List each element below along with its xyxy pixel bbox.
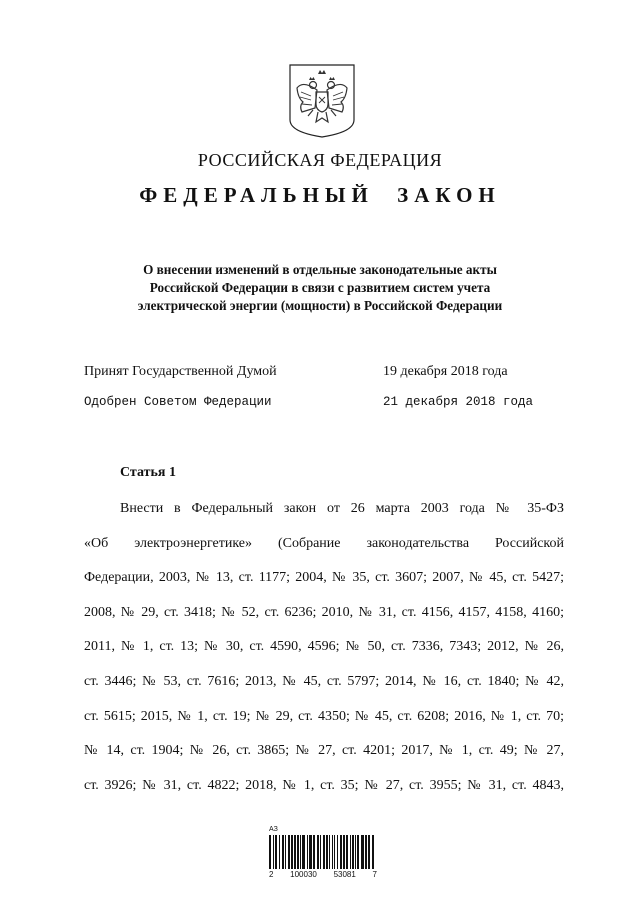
article-heading: Статья 1 <box>120 465 176 480</box>
document-type-heading: ФЕДЕРАЛЬНЫЙ ЗАКОН <box>139 183 501 207</box>
coat-of-arms-icon <box>289 64 355 138</box>
article-line: Федерации, 2003, № 13, ст. 1177; 2004, № 35, ст. 3607; 2007, № 45, ст. 5427; <box>84 570 564 586</box>
barcode-mark: АЗ <box>269 826 278 833</box>
barcode-digit-group: 53081 <box>333 870 356 879</box>
barcode-number <box>269 870 377 879</box>
law-title-line: электрической энергии (мощности) в Российской Федерации <box>137 298 503 313</box>
country-heading: РОССИЙСКАЯ ФЕДЕРАЦИЯ <box>197 150 443 170</box>
law-title-line: Российской Федерации в связи с развитием систем учета <box>149 280 491 295</box>
article-line: № 14, ст. 1904; № 26, ст. 3865; № 27, ст. 4201; 2017, № 1, ст. 49; № 27, <box>84 743 564 759</box>
barcode-digit-group: 100030 <box>290 870 317 879</box>
article-line: Внести в Федеральный закон от 26 марта 2003 года № 35-ФЗ <box>120 501 564 516</box>
duma-adoption-date: 19 декабря 2018 года <box>383 364 508 379</box>
article-body <box>84 496 564 807</box>
barcode <box>269 826 409 882</box>
barcode-bars-icon <box>269 835 377 869</box>
council-approval-label: Одобрен Советом Федерации <box>84 395 272 409</box>
council-approval-date: 21 декабря 2018 года <box>383 395 534 409</box>
law-title-line: О внесении изменений в отдельные законодательные акты <box>143 262 497 277</box>
article-line: ст. 3446; № 53, ст. 7616; 2013, № 45, ст. 5797; 2014, № 16, ст. 1840; № 42, <box>84 673 564 689</box>
article-line: 2011, № 1, ст. 13; № 30, ст. 4590, 4596; № 50, ст. 7336, 7343; 2012, № 26, <box>84 639 564 655</box>
article-line: ст. 3926; № 31, ст. 4822; 2018, № 1, ст. 35; № 27, ст. 3955; № 31, ст. 4843, <box>84 777 564 793</box>
article-line: «Об электроэнергетике» (Собрание законодательства Российской <box>84 535 564 551</box>
barcode-digit-group: 2 <box>269 870 274 879</box>
duma-adoption-label: Принят Государственной Думой <box>84 364 277 379</box>
barcode-digit-group: 7 <box>372 870 377 879</box>
law-title <box>100 261 540 315</box>
article-line: 2008, № 29, ст. 3418; № 52, ст. 6236; 2010, № 31, ст. 4156, 4157, 4158, 4160; <box>84 604 564 620</box>
article-line: ст. 5615; 2015, № 1, ст. 19; № 29, ст. 4350; № 45, ст. 6208; 2016, № 1, ст. 70; <box>84 708 564 724</box>
